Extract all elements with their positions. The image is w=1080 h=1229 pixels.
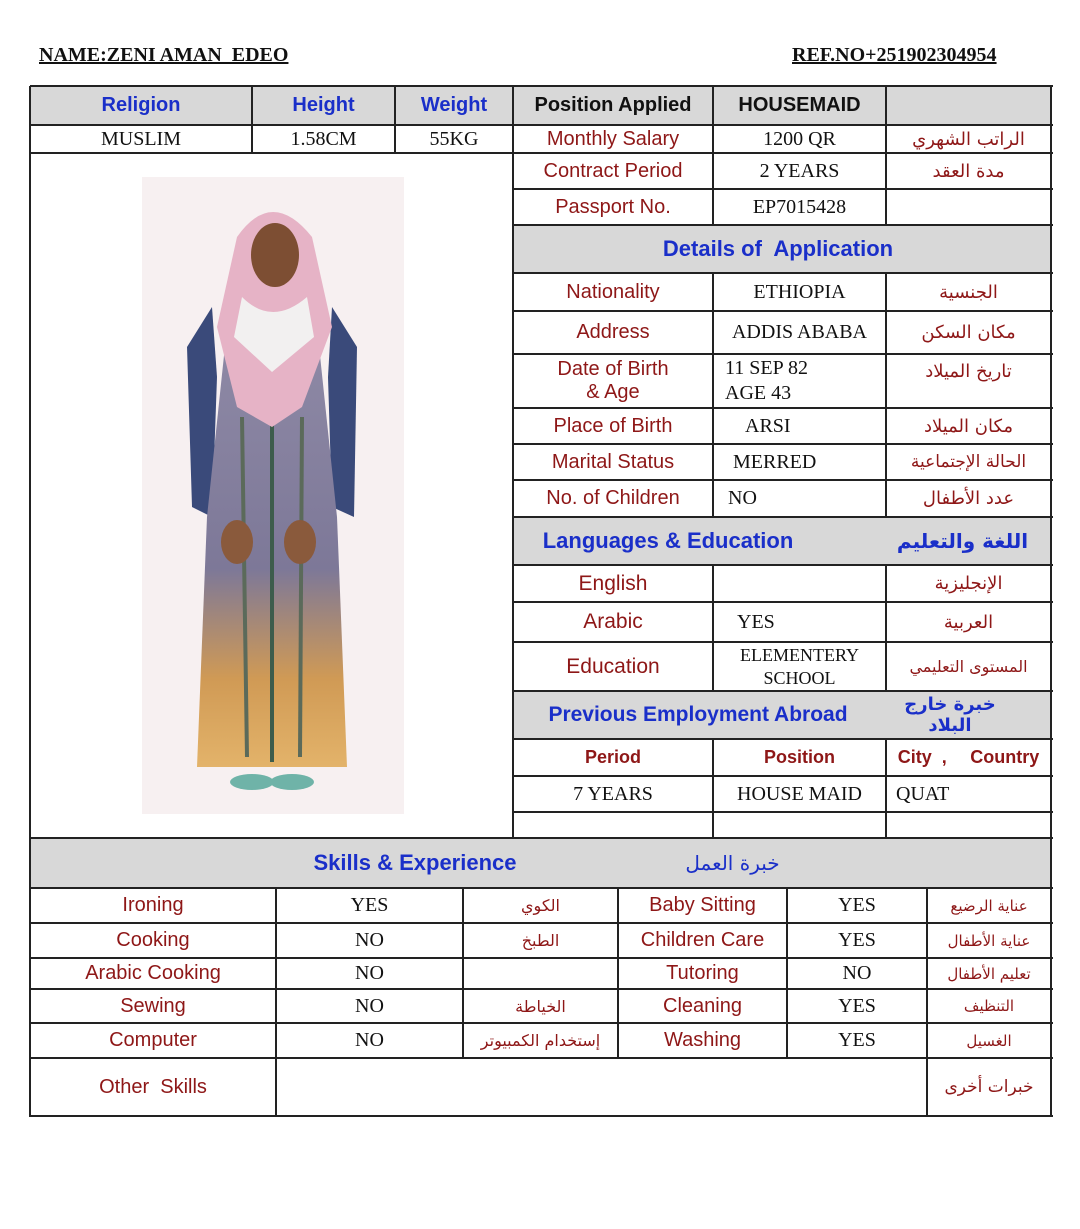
detail-value: MERRED xyxy=(733,450,817,473)
religion-header: Religion xyxy=(101,94,181,116)
grid-line xyxy=(275,888,277,1116)
other-skills-ar: خبرات أخرى xyxy=(944,1077,1034,1097)
detail-ar: عدد الأطفال xyxy=(922,488,1015,509)
skill-value: YES xyxy=(838,994,876,1017)
grid-line xyxy=(712,86,714,225)
grid-line xyxy=(885,739,887,838)
candidate-name: NAME:ZENI AMAN EDEO xyxy=(39,44,289,66)
grid-line xyxy=(30,837,1053,839)
grid-line xyxy=(926,888,928,1116)
skill-ar: الخياطة xyxy=(515,996,566,1016)
education-value: ELEMENTERY SCHOOL xyxy=(740,644,859,688)
detail-label: Marital Status xyxy=(551,450,675,473)
skill-ar: تعليم الأطفال xyxy=(947,964,1031,983)
grid-line xyxy=(513,353,1053,355)
language-label: English xyxy=(578,571,648,595)
grid-line xyxy=(513,811,1053,813)
contract-period-label: Contract Period xyxy=(543,159,683,182)
detail-label: No. of Children xyxy=(546,487,680,509)
detail-ar: مكان الميلاد xyxy=(923,415,1014,437)
education-ar: المستوى التعليمي xyxy=(909,657,1028,676)
candidate-photo xyxy=(142,177,404,814)
detail-label: Address xyxy=(576,321,650,343)
position-applied-label: Position Applied xyxy=(534,94,692,116)
grid-line xyxy=(30,887,1053,889)
position-applied-value: HOUSEMAID xyxy=(738,94,861,116)
skill-ar: عناية الرضيع xyxy=(950,896,1028,915)
skill-label: Cooking xyxy=(116,929,190,951)
language-ar: الإنجليزية xyxy=(934,573,1003,594)
detail-ar: مكان السكن xyxy=(921,322,1016,343)
grid-line xyxy=(513,152,1053,154)
detail-value: 11 SEP 82 AGE 43 xyxy=(725,357,808,404)
detail-ar: الحالة الإجتماعية xyxy=(910,452,1027,472)
skill-ar: الغسيل xyxy=(966,1031,1012,1050)
skill-value: YES xyxy=(350,894,389,916)
skill-label: Washing xyxy=(663,1029,742,1051)
grid-line xyxy=(513,407,1053,409)
skill-value: NO xyxy=(842,962,872,984)
grid-line xyxy=(30,988,1053,990)
employment-title: Previous Employment Abroad xyxy=(548,703,848,726)
skill-label: Ironing xyxy=(122,894,184,916)
skill-label: Computer xyxy=(109,1029,197,1051)
monthly-salary-label: Monthly Salary xyxy=(546,127,680,150)
contract-period-value: 2 YEARS xyxy=(759,159,840,182)
detail-label: Place of Birth xyxy=(553,414,673,437)
grid-line xyxy=(885,273,887,517)
skill-ar: الكوي xyxy=(521,896,560,915)
skill-ar: التنظيف xyxy=(963,997,1015,1015)
language-label: Arabic xyxy=(583,610,643,633)
grid-line xyxy=(513,272,1053,274)
reference-number: REF.NO+251902304954 xyxy=(792,44,997,66)
grid-line xyxy=(513,564,1053,566)
grid-line xyxy=(617,888,619,1058)
employment-position-header: Position xyxy=(764,747,835,767)
languages-title-ar: اللغة والتعليم xyxy=(896,529,1029,553)
monthly-salary-ar: الراتب الشهري xyxy=(912,128,1025,150)
detail-label: Nationality xyxy=(566,280,660,303)
grid-line xyxy=(394,86,396,153)
employment-position-value: HOUSE MAID xyxy=(737,782,862,805)
religion-value: MUSLIM xyxy=(100,127,181,150)
language-value: YES xyxy=(737,610,775,633)
skill-value: NO xyxy=(355,994,384,1017)
grid-line xyxy=(30,957,1053,959)
grid-line xyxy=(30,152,515,154)
skill-label: Baby Sitting xyxy=(649,894,756,916)
skill-label: Sewing xyxy=(120,994,186,1017)
grid-line xyxy=(885,565,887,691)
grid-line xyxy=(30,922,1053,924)
other-skills-field xyxy=(276,1058,927,1116)
skills-title: Skills & Experience xyxy=(313,850,517,875)
skill-value: NO xyxy=(355,962,384,984)
skill-ar: عناية الأطفال xyxy=(947,931,1031,950)
detail-value: NO xyxy=(728,487,757,509)
monthly-salary-value: 1200 QR xyxy=(763,127,836,150)
details-title: Details of Application xyxy=(662,236,894,261)
skills-title-ar: خبرة العمل xyxy=(685,851,780,875)
employment-period-header: Period xyxy=(584,747,641,767)
grid-line xyxy=(513,188,1053,190)
grid-line xyxy=(513,443,1053,445)
languages-title: Languages & Education xyxy=(542,528,794,553)
skill-value: NO xyxy=(355,929,384,951)
detail-value: ETHIOPIA xyxy=(753,280,846,303)
grid-line xyxy=(513,479,1053,481)
grid-line xyxy=(513,310,1053,312)
skill-ar: إستخدام الكمبيوتر xyxy=(480,1031,601,1050)
employment-city-header xyxy=(886,739,1051,776)
education-label: Education xyxy=(566,654,660,678)
detail-value: ADDIS ABABA xyxy=(731,321,868,343)
detail-value: ARSI xyxy=(745,414,791,437)
skill-value: YES xyxy=(838,1029,876,1051)
grid-line xyxy=(513,224,1053,226)
grid-line xyxy=(513,738,1053,740)
skill-value: YES xyxy=(838,929,876,951)
grid-line xyxy=(712,739,714,838)
grid-line xyxy=(512,86,514,838)
grid-line xyxy=(30,124,1053,126)
grid-line xyxy=(786,888,788,1058)
passport-value: EP7015428 xyxy=(752,195,847,218)
skill-label: Arabic Cooking xyxy=(85,962,221,984)
grid-line xyxy=(712,273,714,517)
skill-ar xyxy=(463,958,618,989)
city-header: City , xyxy=(897,747,947,767)
grid-line xyxy=(513,601,1053,603)
skill-label: Cleaning xyxy=(663,994,742,1017)
passport-label: Passport No. xyxy=(555,195,671,218)
weight-value: 55KG xyxy=(429,127,479,150)
skill-label: Children Care xyxy=(640,929,765,951)
grid-line xyxy=(513,775,1053,777)
grid-line xyxy=(513,516,1053,518)
weight-header: Weight xyxy=(420,94,488,116)
skill-ar: الطبخ xyxy=(521,931,560,950)
detail-ar: الجنسية xyxy=(939,281,998,303)
skill-value: YES xyxy=(838,894,876,916)
grid-line xyxy=(30,1022,1053,1024)
grid-line xyxy=(30,1057,1053,1059)
height-value: 1.58CM xyxy=(290,127,357,150)
language-value xyxy=(713,565,886,602)
grid-line xyxy=(513,641,1053,643)
grid-line xyxy=(462,888,464,1058)
grid-line xyxy=(29,86,31,1117)
skill-value: NO xyxy=(355,1029,384,1051)
grid-line xyxy=(30,1115,1053,1117)
country-header: Country xyxy=(970,747,1040,767)
employment-city-value: QUAT xyxy=(896,782,950,805)
grid-line xyxy=(885,86,887,225)
grid-line xyxy=(251,86,253,153)
grid-line xyxy=(513,690,1053,692)
language-ar: العربية xyxy=(943,611,994,633)
detail-ar: تاريخ الميلاد xyxy=(925,360,1012,382)
detail-label: Date of Birth & Age xyxy=(557,358,669,403)
other-skills-label: Other Skills xyxy=(99,1075,207,1098)
employment-title-ar: خبرة خارج البلاد xyxy=(904,694,996,736)
height-header: Height xyxy=(292,94,355,116)
grid-line xyxy=(712,565,714,691)
contract-period-ar: مدة العقد xyxy=(932,160,1005,182)
employment-period-value: 7 YEARS xyxy=(573,782,653,805)
skill-label: Tutoring xyxy=(666,962,739,984)
grid-line xyxy=(30,85,1053,87)
